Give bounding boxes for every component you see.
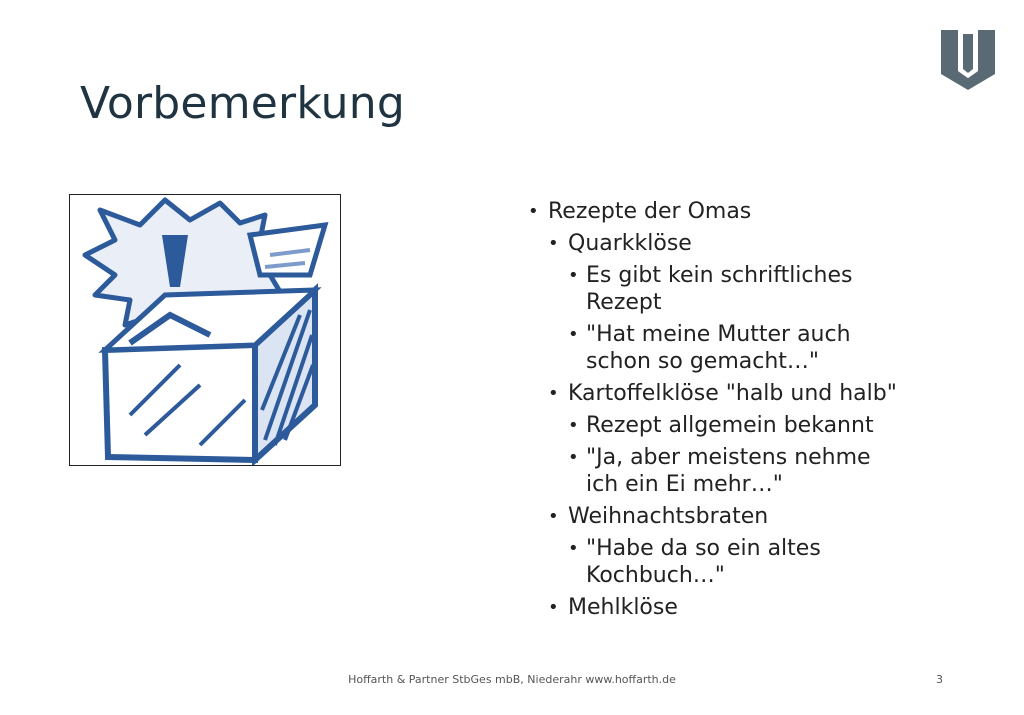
sub-bullet-item: • "Ja, aber meistens nehme ich ein Ei mehr…" <box>568 444 896 498</box>
bullet-text: Mehlklöse <box>568 595 678 620</box>
sub-bullet-item: • Rezept allgemein bekannt <box>568 412 896 439</box>
exclamation-box-clipart <box>69 194 341 466</box>
sub-bullet-item: • "Hat meine Mutter auch schon so gemacht…" <box>568 321 896 375</box>
shield-logo-icon <box>938 26 998 92</box>
bullet-item <box>548 503 998 589</box>
bullet-item <box>548 230 998 375</box>
bullet-item <box>548 594 998 621</box>
sub-bullet-item: • Es gibt kein schriftliches Rezept <box>568 262 896 316</box>
bullet-list <box>528 198 998 621</box>
page-number: 3 <box>936 673 943 686</box>
bullet-text: Kartoffelklöse "halb und halb" <box>568 381 897 406</box>
bullet-item <box>548 380 998 498</box>
bullet-text: Quarkklöse <box>568 231 692 256</box>
bullet-item <box>528 198 998 621</box>
exclamation-box-icon <box>70 195 340 465</box>
footer-text: Hoffarth & Partner StbGes mbB, Niederahr www.hoffarth.de <box>348 673 676 686</box>
sub-bullet-item: • "Habe da so ein altes Kochbuch…" <box>568 535 896 589</box>
slide-title: Vorbemerkung <box>80 78 405 129</box>
bullet-text: Weihnachtsbraten <box>568 504 769 529</box>
bullet-text: Rezepte der Omas <box>548 199 752 224</box>
